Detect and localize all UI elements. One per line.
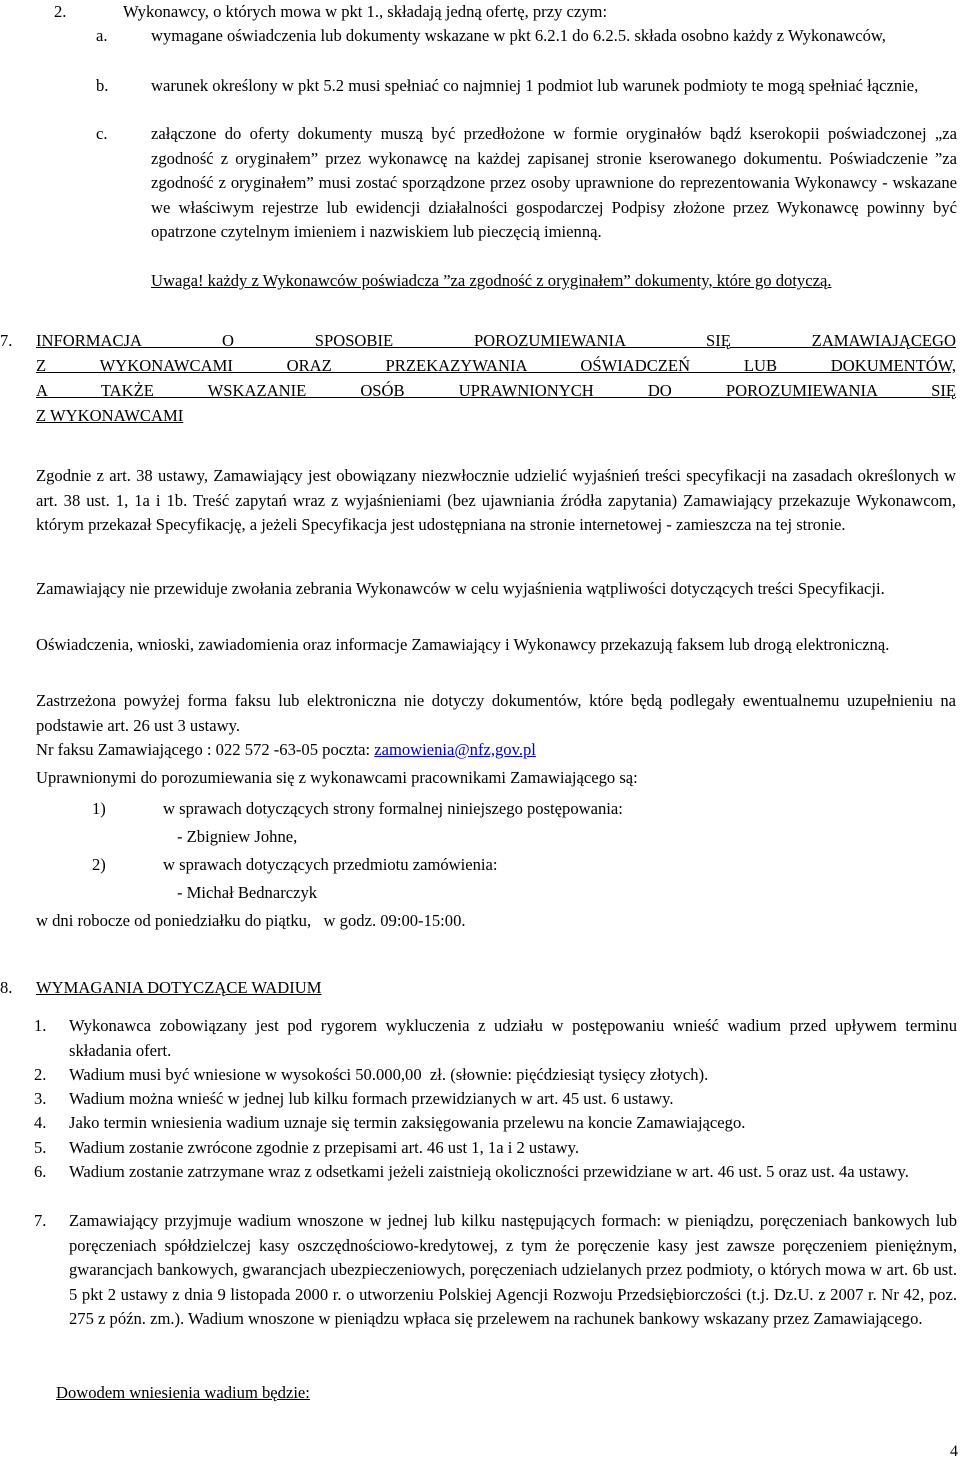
list-item-text: w sprawach dotyczących strony formalnej niniejszego postępowania: [163, 799, 623, 818]
section-number: 8. [0, 978, 13, 997]
paragraph: Zamawiający nie przewiduje zwołania zebrania Wykonawców w celu wyjaśnienia wątpliwości dotyczących treści Specyfikacji. [36, 579, 885, 598]
section-title: INFORMACJA O SPOSOBIE POROZUMIEWANIA SIĘ ZAMAWIAJĄCEGO [36, 331, 956, 350]
paragraph: Uprawnionymi do porozumiewania się z wykonawcami pracownikami Zamawiającego są: [36, 768, 638, 787]
list-item-text: w sprawach dotyczących przedmiotu zamówienia: [163, 855, 498, 874]
section-title: Z WYKONAWCAMI ORAZ PRZEKAZYWANIA OŚWIADCZEŃ LUB DOKUMENTÓW, [36, 356, 956, 375]
sublist-item-text: wymagane oświadczenia lub dokumenty wskazane w pkt 6.2.1 do 6.2.5. składa osobno każdy z Wykonawców, [151, 26, 886, 45]
list-item-text: Wadium można wnieść w jednej lub kilku formach przewidzianych w art. 45 ust. 6 ustawy. [69, 1089, 674, 1108]
paragraph: Zgodnie z art. 38 ustawy, Zamawiający jest obowiązany niezwłocznie udzielić wyjaśnień treści specyfikacji na zasadach określonych w art. 38 ust. 1, 1a i 1b. Treść zapytań wraz z wyjaśnieniami (bez ujawniania źródła zapytania) Zamawiający przekazuje Wykonawcom, którym przekazał Specyfikację, a jeżeli Specyfikacja jest udostępniana na stronie internetowej - zamieszcza na tej stronie. [36, 466, 956, 535]
list-number: 2. [34, 1065, 47, 1084]
proof-heading: Dowodem wniesienia wadium będzie: [56, 1383, 310, 1402]
list-number: 3. [34, 1089, 47, 1108]
fax-text: Nr faksu Zamawiającego : 022 572 -63-05 poczta: [36, 740, 375, 759]
section-title: A TAKŻE WSKAZANIE OSÓB UPRAWNIONYCH DO POROZUMIEWANIA SIĘ [36, 381, 956, 400]
list-item-text: Wykonawca zobowiązany jest pod rygorem wykluczenia z udziału w postępowaniu wnieść wadium przed upływem terminu składania ofert. [69, 1016, 957, 1060]
list-item-text: Wadium zostanie zatrzymane wraz z odsetkami jeżeli zaistnieją okoliczności przewidziane w art. 46 ust. 5 oraz ust. 4a ustawy. [69, 1162, 909, 1181]
list-number: 6. [34, 1162, 47, 1181]
page-number: 4 [950, 1443, 958, 1460]
list-number: 2) [92, 855, 106, 874]
paragraph: Zastrzeżona powyżej forma faksu lub elektroniczna nie dotyczy dokumentów, które będą podlegały ewentualnemu uzupełnieniu na podstawie art. 26 ust 3 ustawy. [36, 691, 956, 735]
list-item-text: Wykonawcy, o których mowa w pkt 1., składają jedną ofertę, przy czym: [123, 2, 608, 21]
list-item-text: Wadium musi być wniesione w wysokości 50.000,00 zł. (słownie: pięćdziesiąt tysięcy złotych). [69, 1065, 709, 1084]
paragraph: Oświadczenia, wnioski, zawiadomienia oraz informacje Zamawiający i Wykonawcy przekazują faksem lub drogą elektroniczną. [36, 635, 890, 654]
contact-person: - Zbigniew Johne, [177, 827, 298, 846]
list-number: 1) [92, 799, 106, 818]
warning-note: Uwaga! każdy z Wykonawców poświadcza ”za zgodność z oryginałem” dokumenty, które go dotyczą. [151, 271, 832, 290]
sublist-letter: a. [96, 26, 108, 45]
sublist-item-text: załączone do oferty dokumenty muszą być przedłożone w formie oryginałów bądź kserokopii poświadczonej „za zgodność z oryginałem” przez wykonawcę na każdej zapisanej stronie kserowanego dokumentu. Poświadczenie ”za zgodność z oryginałem” musi zostać sporządzone przez osoby uprawnione do reprezentowania Wykonawcy - wskazane we właściwym rejestrze lub ewidencji działalności gospodarczej Podpisy złożone przez Wykonawcę powinny być opatrzone czytelnym imieniem i nazwiskiem lub pieczęcią imienną. [151, 124, 957, 242]
list-number: 1. [34, 1016, 47, 1035]
section-title: Z WYKONAWCAMI [36, 406, 184, 425]
sublist-item-text: warunek określony w pkt 5.2 musi spełniać co najmniej 1 podmiot lub warunek podmioty te mogą spełniać łącznie, [151, 76, 919, 95]
list-number: 7. [34, 1211, 47, 1230]
section-title: WYMAGANIA DOTYCZĄCE WADIUM [36, 978, 322, 997]
email-link[interactable]: zamowienia@nfz,gov.pl [374, 740, 536, 759]
sublist-letter: c. [96, 124, 108, 143]
office-hours: w dni robocze od poniedziałku do piątku, w godz. 09:00-15:00. [36, 911, 466, 930]
list-number: 4. [34, 1113, 47, 1132]
list-item-text: Jako termin wniesienia wadium uznaje się termin zaksięgowania przelewu na koncie Zamawiającego. [69, 1113, 746, 1132]
sublist-letter: b. [96, 76, 109, 95]
list-item-text: Wadium zostanie zwrócone zgodnie z przepisami art. 46 ust 1, 1a i 2 ustawy. [69, 1138, 579, 1157]
list-number: 2. [54, 2, 67, 21]
section-number: 7. [0, 331, 13, 350]
contact-person: - Michał Bednarczyk [177, 883, 318, 902]
list-number: 5. [34, 1138, 47, 1157]
fax-line [36, 738, 956, 763]
list-item-text: Zamawiający przyjmuje wadium wnoszone w jednej lub kilku następujących formach: w pieniądzu, poręczeniach bankowych lub poręczeniach spółdzielczej kasy oszczędnościowo-kredytowej, z tym że poręczenie kasy jest zawsze poręczeniem pieniężnym, gwarancjach bankowych, gwarancjach ubezpieczeniowych, poręczeniach udzielanych przez podmioty, o których mowa w art. 6b ust. 5 pkt 2 ustawy z dnia 9 listopada 2000 r. o utworzeniu Polskiej Agencji Rozwoju Przedsiębiorczości (t.j. Dz.U. z 2007 r. Nr 42, poz. 275 z późn. zm.). Wadium wnoszone w pieniądzu wpłaca się przelewem na rachunek bankowy wskazany przez Zamawiającego. [69, 1211, 957, 1329]
